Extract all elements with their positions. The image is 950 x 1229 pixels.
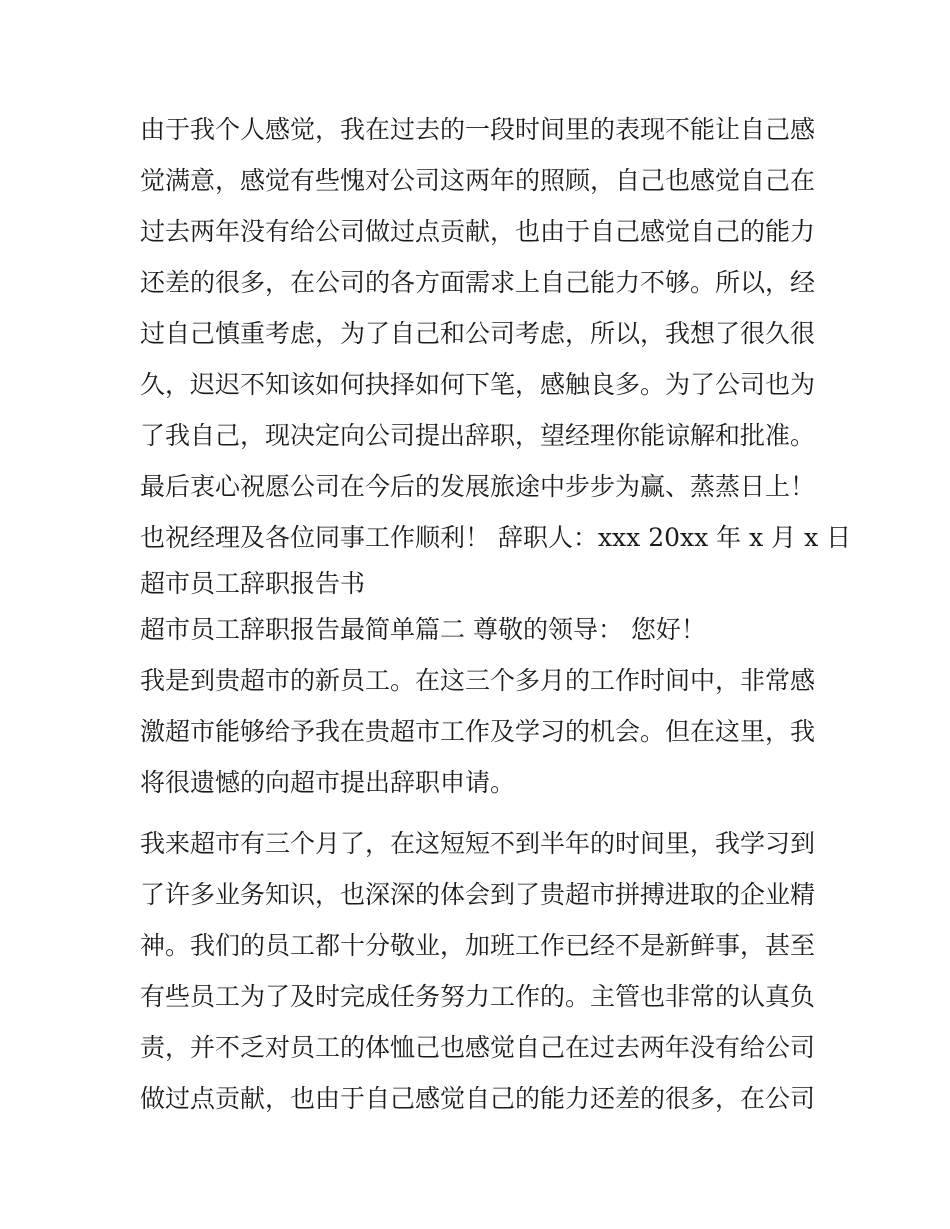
- text-line: 超市员工辞职报告最简单篇二 尊敬的领导： 您好！: [140, 615, 706, 644]
- text-line: 我是到贵超市的新员工。在这三个多月的工作时间中，非常感: [140, 666, 816, 695]
- document-body: [140, 104, 852, 1124]
- text-line: 做过点贡献，也由于自己感觉自己的能力还差的很多，在公司: [140, 1084, 816, 1113]
- text-line: 我来超市有三个月了，在这短短不到半年的时间里，我学习到: [140, 829, 816, 858]
- text-line: 责，并不乏对员工的体恤己也感觉自己在过去两年没有给公司: [140, 1033, 816, 1062]
- text-line: 有些员工为了及时完成任务努力工作的。主管也非常的认真负: [140, 982, 816, 1011]
- text-line: 激超市能够给予我在贵超市工作及学习的机会。但在这里，我: [140, 717, 816, 746]
- text-line: 了许多业务知识，也深深的体会到了贵超市拼搏进取的企业精: [140, 880, 816, 909]
- text-line: 神。我们的员工都十分敬业，加班工作已经不是新鲜事，甚至: [140, 931, 816, 960]
- text-line: 还差的很多，在公司的各方面需求上自己能力不够。所以，经: [140, 268, 816, 297]
- text-line: 由于我个人感觉，我在过去的一段时间里的表现不能让自己感: [140, 115, 816, 144]
- text-line: 将很遗憾的向超市提出辞职申请。: [140, 768, 516, 797]
- text-line: 过自己慎重考虑，为了自己和公司考虑，所以，我想了很久很: [140, 319, 816, 348]
- text-line: 久，迟迟不知该如何抉择如何下笔，感触良多。为了公司也为: [140, 370, 816, 399]
- text-line: 觉满意，感觉有些愧对公司这两年的照顾，自己也感觉自己在: [140, 166, 816, 195]
- text-line: 过去两年没有给公司做过点贡献，也由于自己感觉自己的能力: [140, 217, 816, 246]
- section-heading: 超市员工辞职报告书: [140, 569, 366, 598]
- text-line: 最后衷心祝愿公司在今后的发展旅途中步步为赢、蒸蒸日上！: [140, 472, 816, 501]
- text-line: 也祝经理及各位同事工作顺利！ 辞职人：xxx 20xx 年 x 月 x 日: [140, 523, 852, 552]
- text-line: 了我自己，现决定向公司提出辞职，望经理你能谅解和批准。: [140, 421, 816, 450]
